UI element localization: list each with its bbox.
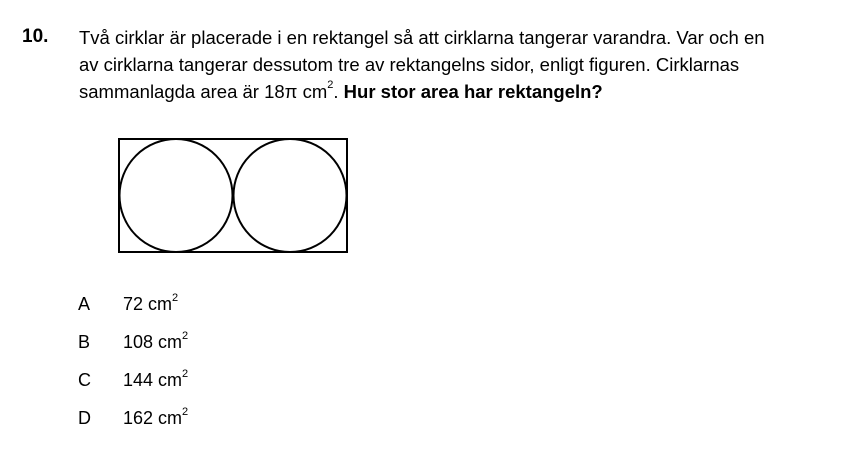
answer-value (123, 405, 188, 431)
answer-value (123, 329, 188, 355)
question-prompt: Hur stor area har rektangeln? (343, 81, 603, 102)
question-text (79, 24, 829, 105)
area-unit-exponent: 2 (327, 79, 334, 91)
question-number: 10. (22, 26, 49, 47)
answer-letter: A (78, 294, 91, 314)
sentence-separator: . (333, 81, 344, 102)
answer-value-text: 108 cm (123, 332, 183, 352)
answer-value-text: 144 cm (123, 370, 183, 390)
rectangle-circles-figure (118, 138, 350, 254)
left-circle (120, 139, 233, 252)
answer-exponent: 2 (172, 292, 179, 304)
question-line-3 (79, 78, 829, 105)
answer-value (123, 367, 188, 393)
answer-value-text: 72 cm (123, 294, 173, 314)
answer-exponent: 2 (182, 330, 189, 342)
answer-letter: B (78, 332, 91, 352)
question-line-2: av cirklarna tangerar dessutom tre av rektangelns sidor, enligt figuren. Cirklarnas (79, 54, 740, 75)
right-circle (234, 139, 347, 252)
answer-letter: C (78, 370, 91, 390)
question-line-1: Två cirklar är placerade i en rektangel så att cirklarna tangerar varandra. Var och en (79, 27, 765, 48)
answer-letter: D (78, 408, 91, 428)
area-statement: sammanlagda area är 18π cm (79, 81, 328, 102)
answer-value-text: 162 cm (123, 408, 183, 428)
answer-exponent: 2 (182, 406, 189, 418)
answer-exponent: 2 (182, 368, 189, 380)
answer-value (123, 291, 178, 317)
